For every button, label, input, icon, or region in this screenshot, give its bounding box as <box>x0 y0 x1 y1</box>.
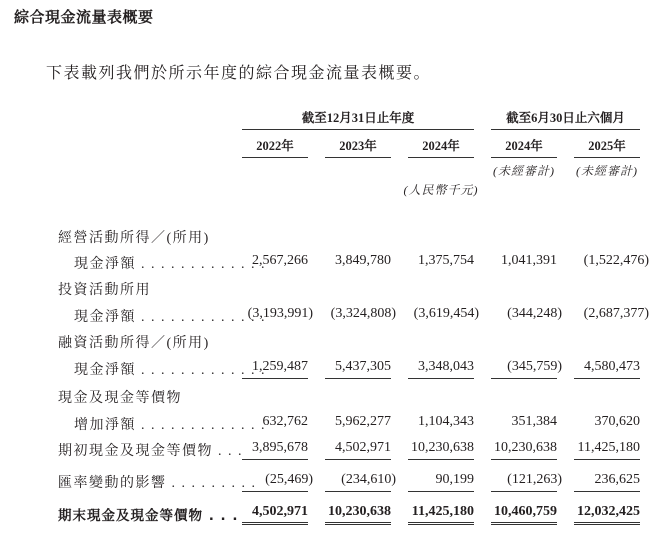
cell: 3,895,678 <box>252 440 308 455</box>
cell: 1,375,754 <box>418 253 474 268</box>
row-label: 期初現金及現金等價物 . . . <box>58 444 243 459</box>
cell: (3,193,991) <box>247 306 313 321</box>
row-label: 匯率變動的影響 . . . . . . . . . <box>58 476 257 491</box>
cell: 632,762 <box>262 414 308 429</box>
cell: (344,248) <box>507 306 562 321</box>
section-title: 綜合現金流量表概要 <box>14 8 154 26</box>
row-sublabel: 現金淨額 . . . . . . . . . . . . . <box>74 257 266 272</box>
cell: 1,041,391 <box>501 253 557 268</box>
cell: 2,567,266 <box>252 253 308 268</box>
table-row-fx-effect <box>0 469 660 493</box>
cell: (2,687,377) <box>583 306 649 321</box>
cell: 10,230,638 <box>328 504 391 519</box>
unit-note: (人民幣千元) <box>403 183 479 197</box>
cell: (1,522,476) <box>583 253 649 268</box>
header-year-2024: 2024年 <box>408 136 474 158</box>
header-year-2023: 2023年 <box>325 136 391 158</box>
cell: 5,962,277 <box>335 414 391 429</box>
row-sublabel: 增加淨額 . . . . . . . . . . . . . <box>74 418 266 433</box>
cell: 1,104,343 <box>418 414 474 429</box>
unaudited-note-2025: (未經審計) <box>576 164 638 178</box>
cell: (234,610) <box>341 472 396 487</box>
cell: (3,619,454) <box>413 306 479 321</box>
cell: 5,437,305 <box>335 359 391 374</box>
cell: 4,502,971 <box>252 504 308 519</box>
cell: 10,230,638 <box>494 440 557 455</box>
cell: (25,469) <box>265 472 313 487</box>
cell: (121,263) <box>507 472 562 487</box>
row-label: 融資活動所得／(所用) <box>58 336 210 351</box>
row-operating-label <box>0 224 660 248</box>
header-group-six-months: 截至6月30日止六個月 <box>491 108 640 130</box>
cell: 11,425,180 <box>577 440 640 455</box>
unaudited-note-2024: (未經審計) <box>493 164 555 178</box>
cell: 90,199 <box>435 472 474 487</box>
header-group-year: 截至12月31日止年度 <box>242 108 474 130</box>
cell: 10,230,638 <box>411 440 474 455</box>
cell: 11,425,180 <box>411 504 474 519</box>
header-year-2025-h1: 2025年 <box>574 136 640 158</box>
cell: 236,625 <box>594 472 640 487</box>
cell: 10,460,759 <box>494 504 557 519</box>
table-row-closing-cash <box>0 501 660 525</box>
cell: 12,032,425 <box>577 504 640 519</box>
table-row-increase <box>0 411 660 435</box>
cell: 370,620 <box>594 414 640 429</box>
cell: 3,849,780 <box>335 253 391 268</box>
table-row-operating <box>0 250 660 274</box>
row-investing-label <box>0 276 660 300</box>
header-year-2022: 2022年 <box>242 136 308 158</box>
cell: 1,259,487 <box>252 359 308 374</box>
table-row-opening-cash <box>0 437 660 461</box>
intro-text: 下表載列我們於所示年度的綜合現金流量表概要。 <box>46 65 432 82</box>
cell: 351,384 <box>511 414 557 429</box>
table-row-financing <box>0 356 660 380</box>
cell: (3,324,808) <box>330 306 396 321</box>
row-increase-label <box>0 384 660 408</box>
row-label: 投資活動所用 <box>58 283 151 298</box>
row-label: 期末現金及現金等價物 . . . <box>58 508 239 524</box>
cell: 4,580,473 <box>584 359 640 374</box>
row-sublabel: 現金淨額 . . . . . . . . . . . . . <box>74 310 266 325</box>
table-row-investing <box>0 303 660 327</box>
cell: (345,759) <box>507 359 562 374</box>
row-financing-label <box>0 329 660 353</box>
row-label: 現金及現金等價物 <box>58 391 182 406</box>
cell: 3,348,043 <box>418 359 474 374</box>
row-sublabel: 現金淨額 . . . . . . . . . . . . . <box>74 363 266 378</box>
row-label: 經營活動所得／(所用) <box>58 231 210 246</box>
cell: 4,502,971 <box>335 440 391 455</box>
header-year-2024-h1: 2024年 <box>491 136 557 158</box>
